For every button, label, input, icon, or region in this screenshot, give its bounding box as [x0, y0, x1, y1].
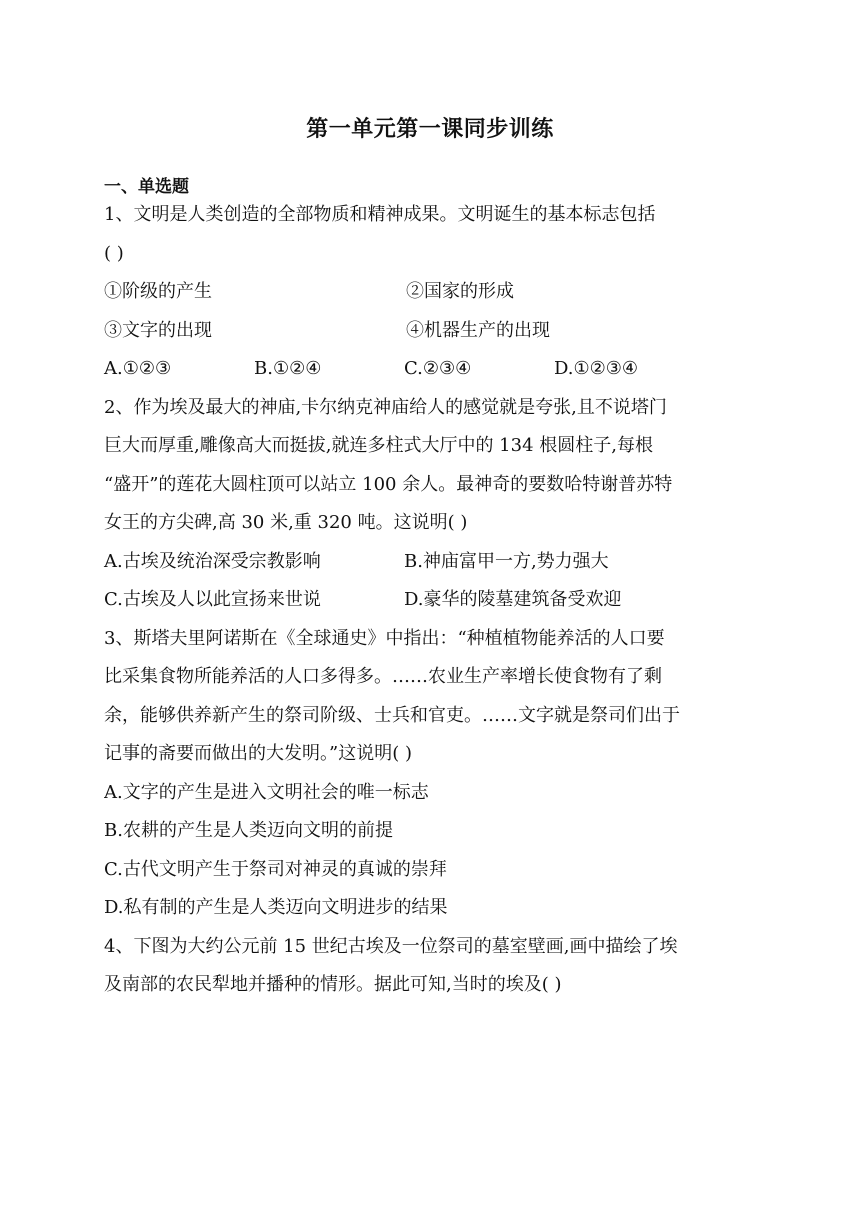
q2-option-a: A.古埃及统治深受宗教影响 — [104, 550, 321, 572]
q3-stem-line3: 余，能够供养新产生的祭司阶级、士兵和官吏。……文字就是祭司们出于 — [104, 704, 680, 726]
q3-stem-line4: 记事的斋要而做出的大发明。”这说明( ) — [104, 743, 412, 764]
q3-option-b: B.农耕的产生是人类迈向文明的前提 — [104, 820, 393, 841]
q3-option-c: C.古代文明产生于祭司对神灵的真诚的崇拜 — [104, 858, 447, 880]
q1-option-a: A.①②③ — [104, 358, 172, 379]
question-list — [104, 196, 764, 1005]
q2-option-c: C.古埃及人以此宣扬来世说 — [104, 589, 321, 610]
q1-item4: ④机器生产的出现 — [406, 319, 550, 341]
q2-options-row1 — [104, 543, 764, 582]
q1-item1: ①阶级的产生 — [104, 281, 212, 302]
q2-option-d: D.豪华的陵墓建筑备受欢迎 — [404, 589, 622, 610]
q1-items-row2 — [104, 312, 764, 351]
document-title: 第一单元第一课同步训练 — [306, 117, 554, 142]
q2-stem-line2: 巨大而厚重,雕像高大而挺拔,就连多柱式大厅中的 134 根圆柱子,每根 — [104, 435, 653, 456]
q4-stem-line2: 及南部的农民犁地并播种的情形。据此可知,当时的埃及( ) — [104, 974, 562, 995]
q1-stem-line1: 1、文明是人类创造的全部物质和精神成果。文明诞生的基本标志包括 — [104, 204, 656, 225]
q1-option-d: D.①②③④ — [554, 358, 639, 379]
q1-options-row — [104, 350, 764, 389]
q3-option-a: A.文字的产生是进入文明社会的唯一标志 — [104, 781, 429, 803]
q1-items-row1 — [104, 273, 764, 312]
q2-stem-line1: 2、作为埃及最大的神庙,卡尔纳克神庙给人的感觉就是夸张,且不说塔门 — [104, 396, 667, 418]
q3-option-d: D.私有制的产生是人类迈向文明进步的结果 — [104, 897, 448, 918]
q2-option-b: B.神庙富甲一方,势力强大 — [404, 550, 609, 572]
q3-stem-line1: 3、斯塔夫里阿诺斯在《全球通史》中指出：“种植植物能养活的人口要 — [104, 627, 665, 649]
q3-stem-line2: 比采集食物所能养活的人口多得多。……农业生产率增长使食物有了剩 — [104, 666, 662, 687]
q1-stem-line2: ( ) — [104, 242, 124, 264]
q2-options-row2 — [104, 581, 764, 620]
q1-item3: ③文字的出现 — [104, 319, 212, 341]
q1-item2: ②国家的形成 — [406, 281, 514, 302]
q1-option-b: B.①②④ — [254, 358, 322, 379]
q1-option-c: C.②③④ — [404, 358, 472, 379]
q2-stem-line3: “盛开”的莲花大圆柱顶可以站立 100 余人。最神奇的要数哈特谢普苏特 — [104, 473, 673, 495]
section-heading: 一、单选题 — [104, 177, 189, 197]
q2-stem-line4: 女王的方尖碑,高 30 米,重 320 吨。这说明( ) — [104, 512, 468, 533]
q4-stem-line1: 4、下图为大约公元前 15 世纪古埃及一位祭司的墓室壁画,画中描绘了埃 — [104, 935, 678, 957]
